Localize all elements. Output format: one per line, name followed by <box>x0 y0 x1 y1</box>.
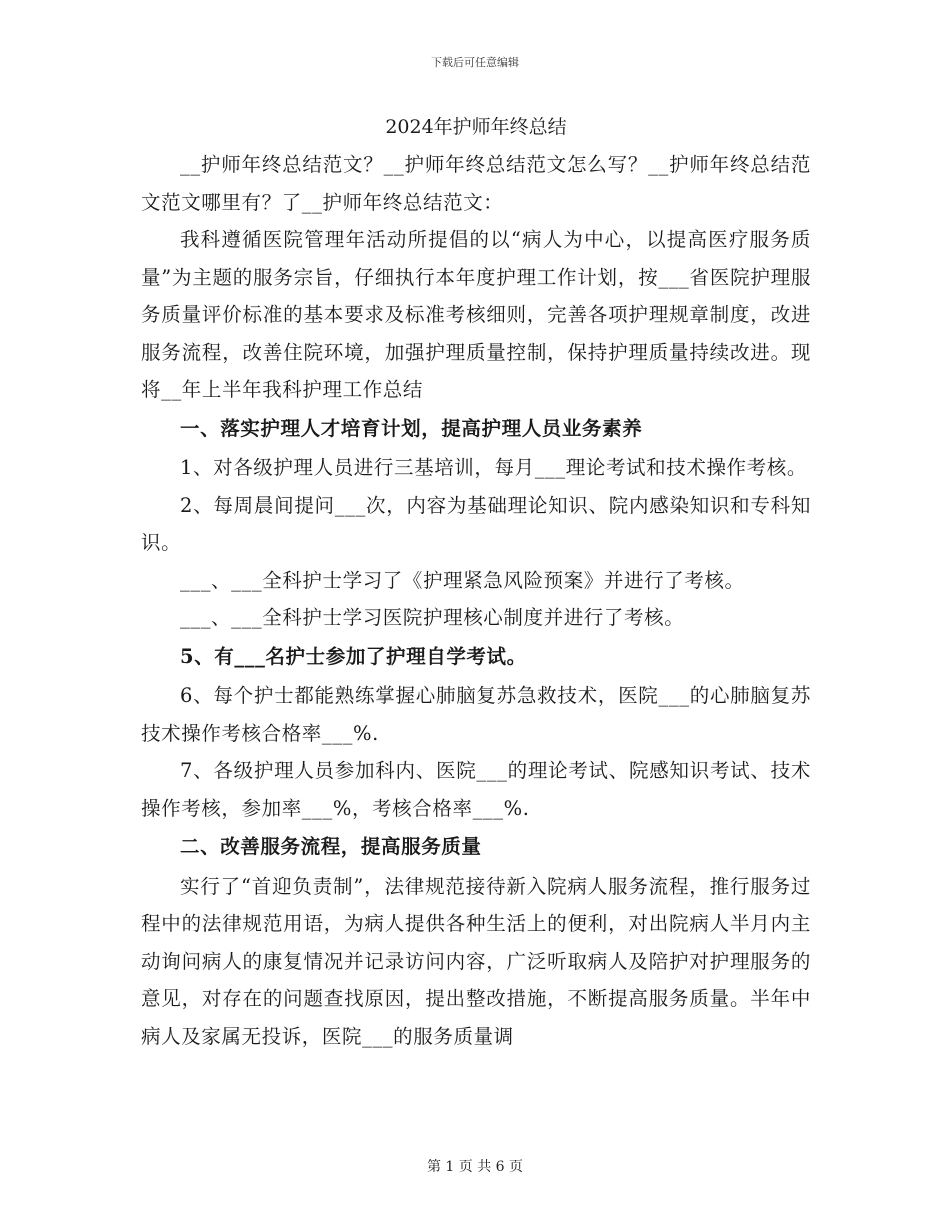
paragraph-service: 实行了“首迎负责制”，法律规范接待新入院病人服务流程，推行服务过程中的法律规范用语，为病人提供各种生活上的便利，对出院病人半月内主动询问病人的康复情况并记录访问内容，广泛听取病人及陪护对护理服务的意见，对存在的问题查找原因，提出整改措施，不断提高服务质量。半年中病人及家属无投诉，医院___的服务质量调 <box>141 874 811 1048</box>
list-item-2: 2、每周晨间提问___次，内容为基础理论知识、院内感染知识和专科知识。 <box>141 493 811 554</box>
page-header-note: 下载后可任意编辑 <box>431 56 519 69</box>
section-heading-1: 一、落实护理人才培育计划，提高护理人员业务素养 <box>180 416 643 440</box>
paragraph-intro: __护师年终总结范文？__护师年终总结范文怎么写？__护师年终总结范文范文哪里有？了__护师年终总结范文： <box>141 153 811 214</box>
document-body <box>141 112 811 1055</box>
list-item-5: 5、有___名护士参加了护理自学考试。 <box>180 644 527 668</box>
list-item-6: 6、每个护士都能熟练掌握心肺脑复苏急救技术，医院___的心肺脑复苏技术操作考核合格率___%. <box>141 684 811 745</box>
list-item-7: 7、各级护理人员参加科内、医院___的理论考试、院感知识考试、技术操作考核，参加率___%，考核合格率___%. <box>141 759 811 820</box>
section-heading-2: 二、改善服务流程，提高服务质量 <box>180 835 482 858</box>
list-item-4: ___、___全科护士学习医院护理核心制度并进行了考核。 <box>180 606 685 629</box>
list-item-3: ___、___全科护士学习了《护理紧急风险预案》并进行了考核。 <box>180 568 745 592</box>
list-item-1: 1、对各级护理人员进行三基培训，每月___理论考试和技术操作考核。 <box>180 456 807 479</box>
document-title: 2024年护师年终总结 <box>385 116 567 138</box>
paragraph-summary: 我科遵循医院管理年活动所提倡的以“病人为中心，以提高医疗服务质量”为主题的服务宗旨，仔细执行本年度护理工作计划，按___省医院护理服务质量评价标准的基本要求及标准考核细则，完善各项护理规章制度，改进服务流程，改善住院环境，加强护理质量控制，保持护理质量持续改进。现将__年上半年我科护理工作总结 <box>141 228 811 401</box>
page-number: 第 1 页 共 6 页 <box>426 1159 524 1175</box>
